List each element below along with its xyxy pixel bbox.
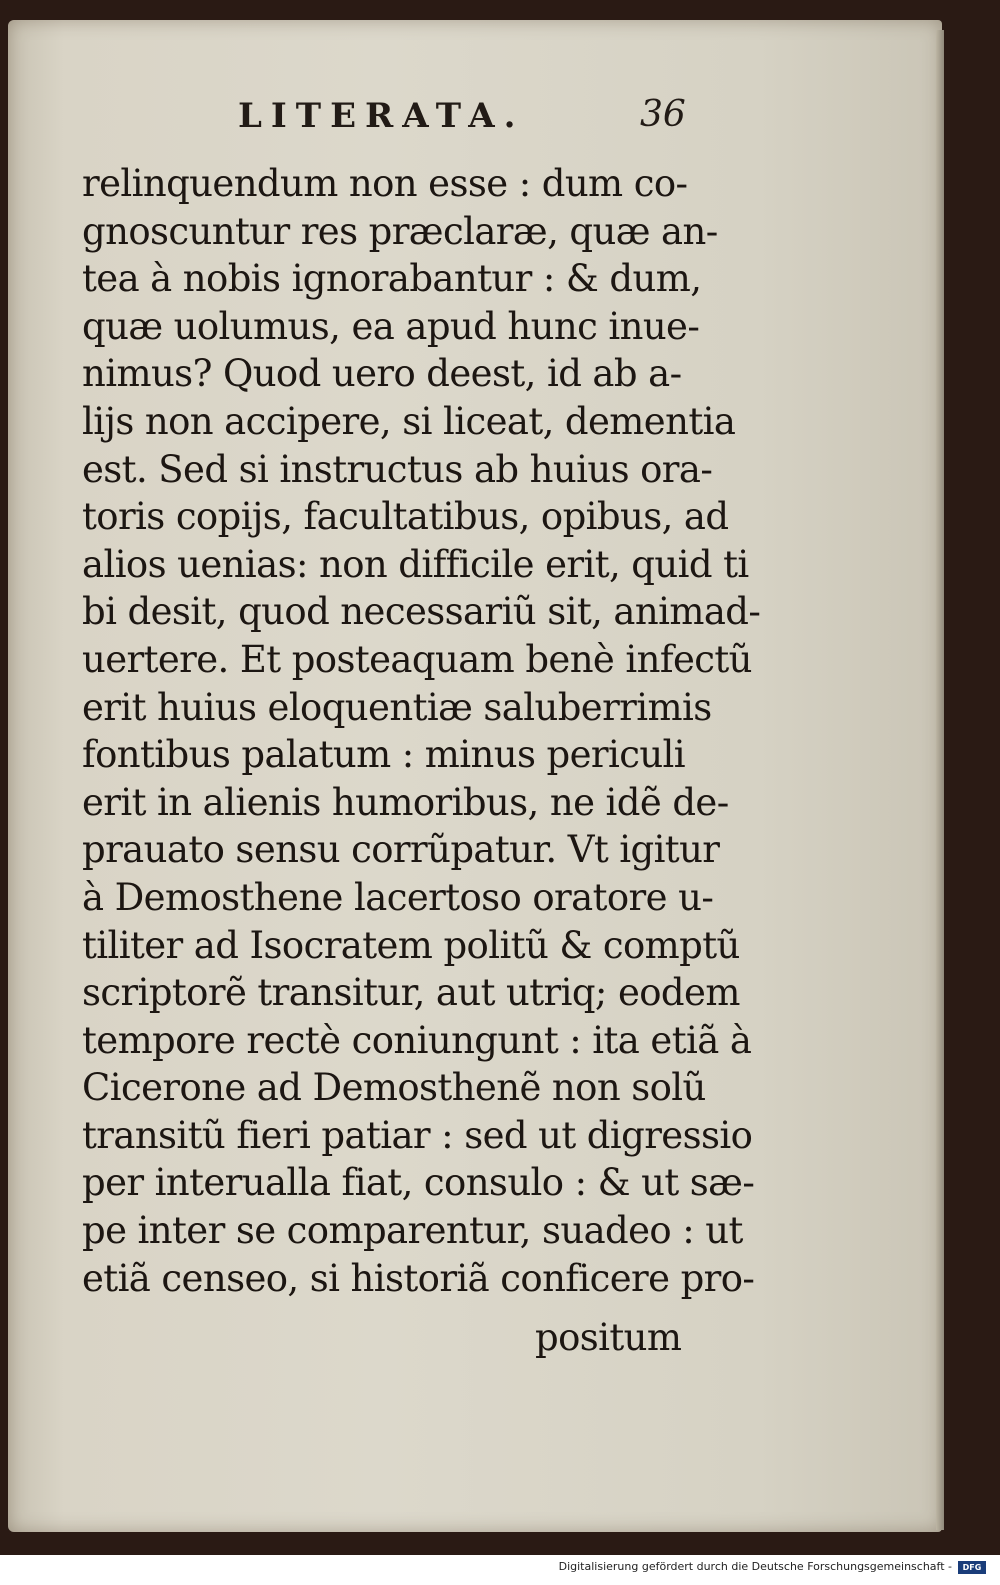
text-line: bi desit, quod necessariũ sit, animad- — [82, 590, 761, 634]
text-line: prauato sensu corrũpatur. Vt igitur — [82, 828, 720, 872]
text-line: per interualla fiat, consulo : & ut sæ- — [82, 1161, 755, 1205]
text-line: scriptorẽ transitur, aut utriq; eodem — [82, 971, 740, 1015]
text-line: fontibus palatum : minus periculi — [82, 733, 686, 777]
text-block — [82, 160, 761, 1302]
text-line: toris copijs, facultatibus, opibus, ad — [82, 495, 729, 539]
dfg-logo: DFG — [958, 1561, 986, 1574]
page-number: 36 — [640, 94, 686, 135]
text-line: erit in alienis humoribus, ne idẽ de- — [82, 780, 729, 824]
text-line: relinquendum non esse : dum co- — [82, 162, 688, 205]
funding-credit: Digitalisierung gefördert durch die Deutsche Forschungsgemeinschaft - — [558, 1560, 952, 1573]
text-line: uertere. Et posteaquam benè infectũ — [82, 637, 752, 681]
text-line: etiã censeo, si historiã conficere pro- — [82, 1256, 755, 1300]
text-line: tiliter ad Isocratem politũ & comptũ — [82, 923, 740, 967]
text-line: nimus? Quod uero deest, id ab a- — [82, 352, 682, 396]
text-line: est. Sed si instructus ab huius ora- — [82, 447, 713, 491]
running-head: LITERATA. — [238, 96, 525, 136]
text-line: lijs non accipere, si liceat, dementia — [82, 399, 736, 443]
text-line: erit huius eloquentiæ saluberrimis — [82, 685, 712, 729]
text-line: tempore rectè coniungunt : ita etiã à — [82, 1018, 752, 1062]
text-line: quæ uolumus, ea apud hunc inue- — [82, 304, 700, 348]
text-line: pe inter se comparentur, suadeo : ut — [82, 1209, 743, 1253]
text-line: gnoscuntur res præclaræ, quæ an- — [82, 209, 718, 253]
catchword: positum — [535, 1316, 682, 1359]
text-line: Cicerone ad Demosthenẽ non solũ — [82, 1066, 706, 1110]
text-line: à Demosthene lacertoso oratore u- — [82, 875, 714, 919]
text-line: alios uenias: non difficile erit, quid ti — [82, 542, 749, 586]
page-edge — [936, 30, 944, 1530]
text-line: tea à nobis ignorabantur : & dum, — [82, 257, 702, 301]
text-line: transitũ fieri patiar : sed ut digressio — [82, 1113, 753, 1157]
